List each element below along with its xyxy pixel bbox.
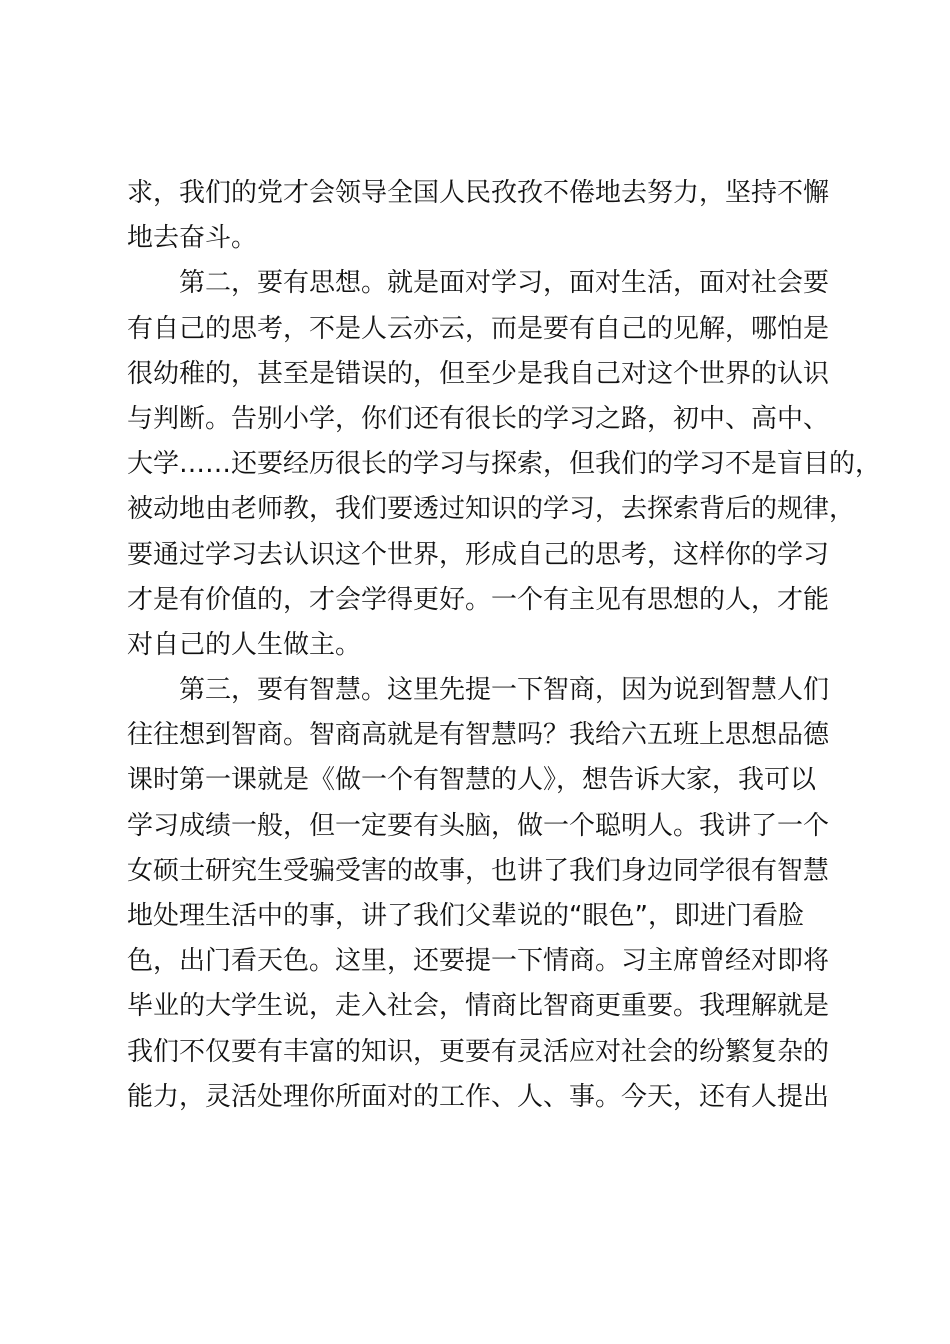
text-line: 与判断。告别小学，你们还有很长的学习之路，初中、高中、: [127, 403, 830, 434]
text-line: 才是有价值的，才会学得更好。一个有主见有思想的人，才能: [127, 584, 830, 615]
paragraph-first-line: 第三，要有智慧。这里先提一下智商，因为说到智慧人们: [179, 675, 830, 706]
text-line: 求，我们的党才会领导全国人民孜孜不倦地去努力，坚持不懈: [127, 178, 830, 208]
text-line: 地处理生活中的事，讲了我们父辈说的“眼色”，即进门看脸: [127, 901, 804, 931]
text-line: 要通过学习去认识这个世界，形成自己的思考，这样你的学习: [127, 539, 830, 570]
paragraph-first-line: 第二，要有思想。就是面对学习，面对生活，面对社会要: [179, 268, 830, 299]
text-line: 毕业的大学生说，走入社会，情商比智商更重要。我理解就是: [127, 991, 830, 1022]
text-line: 课时第一课就是《做一个有智慧的人》，想告诉大家，我可以: [127, 765, 817, 796]
body-text: [127, 171, 882, 1120]
text-line: 女硕士研究生受骗受害的故事，也讲了我们身边同学很有智慧: [127, 855, 830, 886]
text-line: 往往想到智商。智商高就是有智慧吗？我给六五班上思想品德: [127, 720, 830, 751]
text-line: 能力，灵活处理你所面对的工作、人、事。今天，还有人提出: [127, 1081, 830, 1112]
text-line: 地去奋斗。: [127, 223, 258, 254]
text-line: 我们不仅要有丰富的知识，更要有灵活应对社会的纷繁复杂的: [127, 1036, 830, 1067]
text-line: 有自己的思考，不是人云亦云，而是要有自己的见解，哪怕是: [127, 313, 830, 344]
text-line: 对自己的人生做主。: [127, 629, 362, 660]
text-line: 学习成绩一般，但一定要有头脑，做一个聪明人。我讲了一个: [127, 810, 830, 841]
text-line: 大学……还要经历很长的学习与探索，但我们的学习不是盲目的，: [127, 449, 882, 480]
text-line: 被动地由老师教，我们要透过知识的学习，去探索背后的规律，: [127, 494, 856, 525]
text-line: 很幼稚的，甚至是错误的，但至少是我自己对这个世界的认识: [127, 358, 830, 389]
text-line: 色，出门看天色。这里，还要提一下情商。习主席曾经对即将: [127, 946, 830, 977]
